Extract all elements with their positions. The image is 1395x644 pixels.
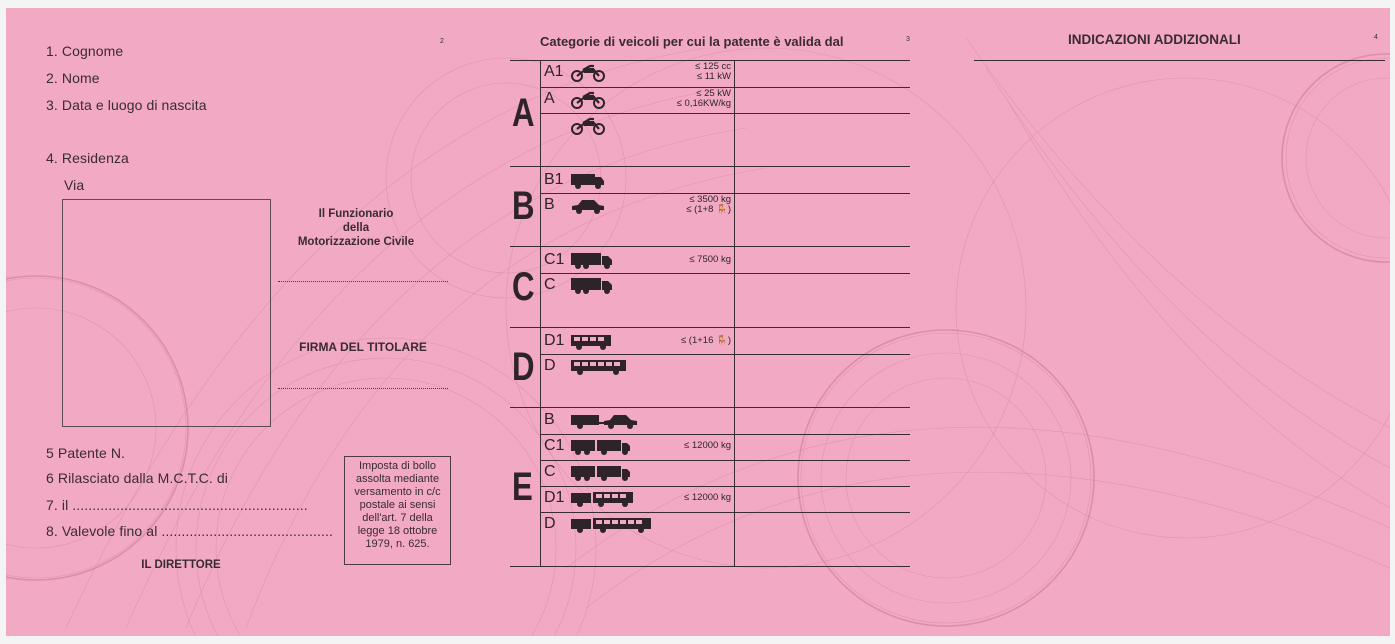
photo-box xyxy=(62,199,271,427)
field-label: Valevole fino al ........................................... xyxy=(61,523,333,539)
motorcycle-icon xyxy=(570,91,606,114)
subcategory-code: C xyxy=(544,463,556,480)
limit-line: ≤ (1+8 🪑) xyxy=(686,204,731,215)
truck-icon xyxy=(570,252,614,275)
table-divider xyxy=(540,60,541,566)
category-letter: E xyxy=(512,464,533,509)
minibus-trailer-icon xyxy=(570,490,636,513)
field-number: 6 xyxy=(46,470,54,486)
field-via: Via xyxy=(64,177,85,193)
subcategory-code: B xyxy=(544,196,555,213)
category-letter: A xyxy=(512,91,535,135)
motorcycle-icon xyxy=(570,64,606,87)
vehicle-limit xyxy=(695,62,731,82)
stamp-line: versamento in c/c xyxy=(354,486,441,498)
motorcycle-icon xyxy=(570,117,606,140)
field-label: Nome xyxy=(61,70,100,86)
field-number: 1. xyxy=(46,43,58,59)
category-rule xyxy=(510,246,910,247)
field-surname xyxy=(46,43,123,59)
field-licence-number xyxy=(46,445,125,461)
stamp-duty-box xyxy=(344,456,451,565)
field-number: 5 xyxy=(46,445,54,461)
subcategory-code: B xyxy=(544,411,555,428)
field-label: il ........................................................... xyxy=(61,497,308,513)
stamp-line: postale ai sensi xyxy=(359,499,436,511)
row-rule xyxy=(540,460,910,461)
car-icon xyxy=(570,197,606,220)
category-letter: D xyxy=(512,345,535,389)
holder-signature-line xyxy=(278,388,448,389)
category-rule xyxy=(510,166,910,167)
vehicle-limit xyxy=(684,441,731,451)
field-label: Rilasciato dalla M.C.T.C. di xyxy=(57,470,228,486)
field-birth xyxy=(46,97,207,113)
row-rule xyxy=(540,113,910,114)
category-rule xyxy=(510,407,910,408)
page-number: 4 xyxy=(1374,34,1378,41)
truck-icon xyxy=(570,277,614,300)
official-title-line: Motorizzazione Civile xyxy=(297,236,415,248)
category-letter: B xyxy=(512,184,535,228)
field-number: 4. xyxy=(46,150,58,166)
field-label: Residenza xyxy=(61,150,129,166)
row-rule xyxy=(540,273,910,274)
vehicle-limit xyxy=(684,493,731,503)
bus-trailer-icon xyxy=(570,516,654,539)
subcategory-code: C1 xyxy=(544,437,565,454)
table-divider xyxy=(734,60,735,566)
subcategory-code: A xyxy=(544,90,555,107)
official-title-line: della xyxy=(342,222,370,234)
field-number: 2. xyxy=(46,70,58,86)
limit-line: ≤ 12000 kg xyxy=(684,440,731,451)
limit-line: ≤ 0,16KW/kg xyxy=(676,98,731,109)
field-label: Patente N. xyxy=(57,445,126,461)
subcategory-code: D1 xyxy=(544,489,565,506)
field-number: 8. xyxy=(46,523,58,539)
category-letter: C xyxy=(512,264,535,309)
row-rule xyxy=(540,434,910,435)
vehicle-limit xyxy=(681,336,731,346)
limit-line: ≤ (1+16 🪑) xyxy=(680,335,731,346)
stamp-line: assolta mediante xyxy=(355,473,440,485)
official-title-line: Il Funzionario xyxy=(318,208,394,220)
stamp-line: legge 18 ottobre xyxy=(357,525,438,537)
stamp-line: 1979, n. 625. xyxy=(365,538,430,550)
page-number: 3 xyxy=(906,36,910,43)
subcategory-code: C xyxy=(544,276,556,293)
car-trailer-icon xyxy=(570,412,640,435)
official-signature-line xyxy=(278,281,448,282)
categories-title: Categorie di veicoli per cui la patente è valida dal xyxy=(540,34,844,49)
field-valid-until xyxy=(46,523,333,539)
limit-line: ≤ 11 kW xyxy=(696,71,731,82)
field-label: Data e luogo di nascita xyxy=(61,97,207,113)
category-rule xyxy=(510,327,910,328)
field-number: 3. xyxy=(46,97,58,113)
field-number: 7. xyxy=(46,497,58,513)
limit-line: ≤ 7500 kg xyxy=(689,254,731,265)
van-icon xyxy=(570,172,606,195)
subcategory-code: B1 xyxy=(544,171,564,188)
driving-licence-document xyxy=(6,8,1390,636)
page-number: 2 xyxy=(440,38,444,45)
subcategory-code: A1 xyxy=(544,63,564,80)
row-rule xyxy=(540,354,910,355)
field-name xyxy=(46,70,100,86)
vehicle-limit xyxy=(677,89,731,109)
field-issue-date xyxy=(46,497,308,513)
bus-icon xyxy=(570,358,628,381)
truck-trailer-icon xyxy=(570,464,632,487)
limit-line: ≤ 3500 kg xyxy=(689,194,731,205)
minibus-icon xyxy=(570,333,614,356)
additional-info-rule xyxy=(974,60,1385,61)
subcategory-code: C1 xyxy=(544,251,565,268)
truck-trailer-icon xyxy=(570,438,632,461)
vehicle-limit xyxy=(686,195,731,215)
vehicle-limit xyxy=(689,255,731,265)
row-rule xyxy=(540,486,910,487)
subcategory-code: D1 xyxy=(544,332,565,349)
row-rule xyxy=(540,512,910,513)
field-label: Cognome xyxy=(61,43,124,59)
subcategory-code: D xyxy=(544,515,556,532)
limit-line: ≤ 12000 kg xyxy=(684,492,731,503)
holder-signature-label: FIRMA DEL TITOLARE xyxy=(299,340,427,354)
category-rule xyxy=(510,566,910,567)
additional-info-title: INDICAZIONI ADDIZIONALI xyxy=(1068,32,1241,47)
field-residence xyxy=(46,150,129,166)
stamp-line: dell'art. 7 della xyxy=(362,512,433,524)
stamp-line: Imposta di bollo xyxy=(358,460,437,472)
field-issued-by xyxy=(46,470,228,486)
limit-line: ≤ 125 cc xyxy=(695,61,731,72)
limit-line: ≤ 25 kW xyxy=(696,88,731,99)
director-label: IL DIRETTORE xyxy=(141,559,221,571)
official-title xyxy=(286,207,426,249)
subcategory-code: D xyxy=(544,357,556,374)
